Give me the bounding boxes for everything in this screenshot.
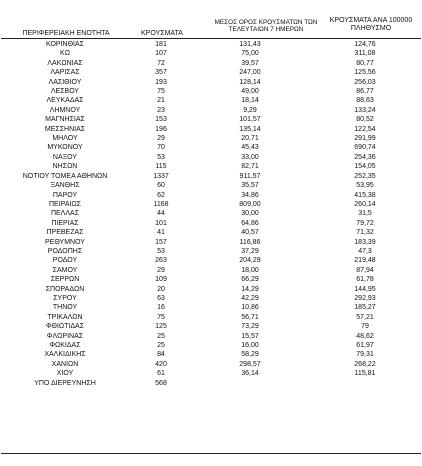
cases-cell: 193 [155, 78, 167, 86]
seven-day-average-cell: 39,57 [241, 59, 259, 67]
cases-cell: 44 [157, 210, 165, 218]
region-cell: ΤΡΙΚΑΛΩΝ [47, 313, 83, 321]
cases-per-100k-cell: 256,03 [354, 78, 376, 86]
table-row [0, 49, 422, 58]
table-row [0, 256, 422, 265]
cases-per-100k-cell: 154,05 [354, 163, 376, 171]
table-row [0, 322, 422, 331]
table-row [0, 285, 422, 294]
cases-cell: 53 [157, 247, 165, 255]
cases-per-100k-cell: 80,77 [356, 59, 374, 67]
seven-day-average-cell: 37,29 [241, 247, 259, 255]
table-row [0, 360, 422, 369]
cases-cell: 60 [157, 182, 165, 190]
cases-cell: 84 [157, 351, 165, 359]
seven-day-average-cell: 36,14 [241, 370, 259, 378]
cases-per-100k-cell: 292,93 [354, 294, 376, 302]
region-cell: ΜΗΛΟΥ [52, 135, 78, 143]
table-row [0, 238, 422, 247]
table-row [0, 341, 422, 350]
cases-per-100k-cell: 219,48 [354, 257, 376, 265]
region-cell: ΣΥΡΟΥ [53, 294, 77, 302]
region-cell: ΛΗΜΝΟΥ [49, 106, 81, 114]
cases-per-100k-cell: 185,27 [354, 304, 376, 312]
table-row [0, 181, 422, 190]
cases-cell: 107 [155, 50, 167, 58]
cases-per-100k-cell: 61,78 [356, 276, 374, 284]
table-row [0, 200, 422, 209]
footer-divider [1, 453, 421, 454]
cases-cell: 25 [157, 332, 165, 340]
cases-cell: 196 [155, 125, 167, 133]
region-cell: ΧΑΛΚΙΔΙΚΗΣ [44, 351, 86, 359]
cases-cell: 29 [157, 266, 165, 274]
region-cell: ΛΑΡΙΣΑΣ [50, 69, 80, 77]
region-cell: ΠΑΡΟΥ [52, 191, 78, 199]
seven-day-average-cell [192, 379, 308, 388]
cases-cell: 153 [155, 116, 167, 124]
region-cell: ΝΑΞΟΥ [52, 153, 78, 161]
seven-day-average-cell: 128,14 [239, 78, 261, 86]
cases-per-100k-cell: 79,31 [356, 351, 374, 359]
table-row [0, 96, 422, 105]
table-row [0, 143, 422, 152]
header-cases: ΚΡΟΥΣΜΑΤΑ [141, 30, 183, 37]
table-row [0, 134, 422, 143]
table-row [0, 106, 422, 115]
region-cell: ΥΠΟ ΔΙΕΡΕΥΝΗΣΗ [34, 379, 96, 387]
seven-day-average-cell: 20,71 [241, 135, 259, 143]
cases-per-100k-cell: 71,32 [356, 229, 374, 237]
seven-day-average-cell: 14,29 [241, 285, 259, 293]
cases-cell: 23 [157, 106, 165, 114]
seven-day-average-cell: 9,29 [243, 106, 257, 114]
seven-day-average-cell: 809,00 [239, 200, 261, 208]
cases-per-100k-cell: 125,56 [354, 69, 376, 77]
region-cell: ΦΩΚΙΔΑΣ [49, 342, 81, 349]
seven-day-average-cell: 35,57 [241, 182, 259, 190]
cases-cell: 62 [157, 191, 165, 199]
region-cell: ΣΑΜΟΥ [52, 266, 78, 274]
cases-cell: 101 [155, 219, 167, 227]
cases-per-100k-cell: 61,97 [356, 342, 374, 349]
seven-day-average-cell: 45,43 [241, 144, 259, 152]
region-cell: ΠΕΛΛΑΣ [50, 210, 80, 218]
cases-per-100k-cell: 311,08 [354, 50, 376, 58]
table-row [0, 303, 422, 312]
table-row [0, 275, 422, 284]
seven-day-average-cell: 18,14 [241, 97, 259, 105]
seven-day-average-cell: 34,86 [241, 191, 259, 199]
cases-per-100k-cell: 31,5 [358, 210, 372, 218]
table-row [0, 294, 422, 303]
seven-day-average-cell: 49,00 [241, 88, 259, 96]
table-row [0, 68, 422, 77]
region-cell: ΜΕΣΣΗΝΙΑΣ [44, 125, 86, 133]
cases-per-100k-cell: 122,54 [354, 125, 376, 133]
region-cell: ΛΕΣΒΟΥ [50, 88, 80, 96]
cases-per-100k-cell: 53,95 [356, 182, 374, 190]
cases-per-100k-cell: 291,99 [354, 135, 376, 143]
cases-cell: 568 [155, 379, 167, 387]
region-cell: ΜΑΓΝΗΣΙΑΣ [45, 116, 85, 124]
region-cell: ΚΟΡΙΝΘΙΑΣ [46, 41, 84, 48]
cases-cell: 20 [157, 285, 165, 293]
seven-day-average-cell: 10,86 [241, 304, 259, 312]
cases-cell: 29 [157, 135, 165, 143]
seven-day-average-cell: 131,43 [239, 41, 261, 48]
table-row [0, 115, 422, 124]
table-row [0, 313, 422, 322]
cases-cell: 420 [155, 360, 167, 368]
seven-day-average-cell: 30,00 [241, 210, 259, 218]
table-row [0, 59, 422, 68]
table-row [0, 40, 422, 49]
cases-cell: 1337 [153, 172, 169, 180]
table-row [0, 87, 422, 96]
cases-per-100k-cell: 254,36 [354, 153, 376, 161]
cases-cell: 357 [155, 69, 167, 77]
cases-cell: 157 [155, 238, 167, 246]
cases-table [0, 40, 422, 388]
cases-per-100k-cell: 133,24 [354, 106, 376, 114]
region-cell: ΡΕΘΥΜΝΟΥ [44, 238, 85, 246]
seven-day-average-cell: 135,14 [239, 125, 261, 133]
cases-cell: 41 [157, 229, 165, 237]
cases-per-100k-cell: 124,76 [354, 41, 376, 48]
seven-day-average-cell: 33,00 [241, 153, 259, 161]
seven-day-average-cell: 40,57 [241, 229, 259, 237]
seven-day-average-cell: 911,57 [239, 172, 261, 180]
region-cell: ΡΟΔΟΥ [52, 257, 78, 265]
region-cell: ΧΑΝΙΩΝ [51, 360, 79, 368]
cases-per-100k-cell: 86,77 [356, 88, 374, 96]
region-cell: ΝΟΤΙΟΥ ΤΟΜΕΑ ΑΘΗΝΩΝ [22, 172, 108, 180]
header-region: ΠΕΡΙΦΕΡΕΙΑΚΗ ΕΝΟΤΗΤΑ [22, 30, 110, 37]
region-cell: ΠΙΕΡΙΑΣ [51, 219, 79, 227]
cases-per-100k-cell: 268,22 [354, 360, 376, 368]
cases-per-100k-cell: 79,72 [356, 219, 374, 227]
cases-cell: 21 [157, 97, 165, 105]
header-seven-day-average: ΜΕΣΟΣ ΟΡΟΣ ΚΡΟΥΣΜΑΤΩΝ ΤΩΝ ΤΕΛΕΥΤΑΙΩΝ 7 ΗΜΕΡΩΝ [214, 19, 318, 34]
region-cell: ΜΥΚΟΝΟΥ [47, 144, 83, 152]
cases-per-100k-cell: 88,63 [356, 97, 374, 105]
region-cell: ΣΕΡΡΩΝ [50, 276, 80, 284]
cases-per-100k-cell: 79 [361, 323, 369, 331]
cases-per-100k-cell: 252,35 [354, 172, 376, 180]
seven-day-average-cell: 16,00 [241, 342, 259, 349]
seven-day-average-cell: 298,57 [239, 360, 261, 368]
cases-cell: 75 [157, 313, 165, 321]
seven-day-average-cell: 58,29 [241, 351, 259, 359]
region-cell: ΦΛΩΡΙΝΑΣ [46, 332, 84, 340]
cases-per-100k-cell: 47,3 [358, 247, 372, 255]
seven-day-average-cell: 73,29 [241, 323, 259, 331]
seven-day-average-cell: 56,71 [241, 313, 259, 321]
cases-cell: 1168 [153, 200, 169, 208]
table-row [0, 191, 422, 200]
region-cell: ΛΕΥΚΑΔΑΣ [46, 97, 84, 105]
table-row [0, 379, 422, 388]
seven-day-average-cell: 116,86 [239, 238, 261, 246]
region-cell: ΞΑΝΘΗΣ [50, 182, 80, 190]
seven-day-average-cell: 204,29 [239, 257, 261, 265]
cases-per-100k-cell: 80,52 [356, 116, 374, 124]
cases-cell: 70 [157, 144, 165, 152]
seven-day-average-cell: 101,57 [239, 116, 261, 124]
cases-cell: 109 [155, 276, 167, 284]
table-row [0, 247, 422, 256]
seven-day-average-cell: 42,29 [241, 294, 259, 302]
cases-cell: 263 [155, 257, 167, 265]
table-row [0, 209, 422, 218]
cases-per-100k-cell: 87,94 [356, 266, 374, 274]
cases-cell: 63 [157, 294, 165, 302]
cases-cell: 75 [157, 88, 165, 96]
cases-per-100k-cell: 57,21 [356, 313, 374, 321]
table-row [0, 125, 422, 134]
cases-per-100k-cell: 260,14 [354, 200, 376, 208]
region-cell: ΝΗΣΩΝ [52, 163, 78, 171]
region-cell: ΛΑΚΩΝΙΑΣ [47, 59, 83, 67]
table-row [0, 266, 422, 275]
region-cell: ΚΩ [60, 50, 70, 58]
table-row [0, 332, 422, 341]
seven-day-average-cell: 75,00 [241, 50, 259, 58]
cases-per-100k-cell: 415,38 [354, 191, 376, 199]
seven-day-average-cell: 247,00 [239, 69, 261, 77]
seven-day-average-cell: 18,00 [241, 266, 259, 274]
table-row [0, 350, 422, 359]
region-cell: ΡΟΔΟΠΗΣ [47, 247, 83, 255]
cases-per-100k-cell: 115,81 [354, 370, 376, 378]
cases-table-body [0, 40, 422, 388]
region-cell: ΧΙΟΥ [56, 370, 74, 378]
table-row [0, 153, 422, 162]
cases-per-100k-cell: 144,95 [354, 285, 376, 293]
header-divider [1, 38, 421, 39]
header-cases-per-100k: ΚΡΟΥΣΜΑΤΑ ΑΝΑ 100000 ΠΛΗΘΥΣΜΟ [329, 17, 413, 32]
cases-cell: 16 [157, 304, 165, 312]
cases-cell: 53 [157, 153, 165, 161]
region-cell: ΦΘΙΩΤΙΔΑΣ [45, 323, 85, 331]
region-cell: ΠΡΕΒΕΖΑΣ [46, 229, 84, 237]
cases-per-100k-cell: 690,74 [354, 144, 376, 152]
region-cell: ΤΗΝΟΥ [52, 304, 78, 312]
seven-day-average-cell: 15,57 [241, 332, 259, 340]
cases-per-100k-cell [308, 379, 422, 388]
seven-day-average-cell: 66,29 [241, 276, 259, 284]
table-row [0, 172, 422, 181]
cases-cell: 25 [157, 342, 165, 349]
cases-cell: 72 [157, 59, 165, 67]
table-row [0, 219, 422, 228]
cases-cell: 115 [155, 163, 167, 171]
table-row [0, 369, 422, 378]
seven-day-average-cell: 82,71 [241, 163, 259, 171]
table-row [0, 228, 422, 237]
table-row [0, 78, 422, 87]
cases-per-100k-cell: 48,62 [356, 332, 374, 340]
region-cell: ΣΠΟΡΑΔΩΝ [45, 285, 85, 293]
cases-per-100k-cell: 183,39 [354, 238, 376, 246]
cases-cell: 61 [157, 370, 165, 378]
cases-cell: 181 [155, 41, 167, 48]
seven-day-average-cell: 64,86 [241, 219, 259, 227]
cases-cell: 125 [155, 323, 167, 331]
table-row [0, 162, 422, 171]
region-cell: ΛΑΣΙΘΙΟΥ [48, 78, 82, 86]
region-cell: ΠΕΙΡΑΙΩΣ [49, 200, 81, 208]
